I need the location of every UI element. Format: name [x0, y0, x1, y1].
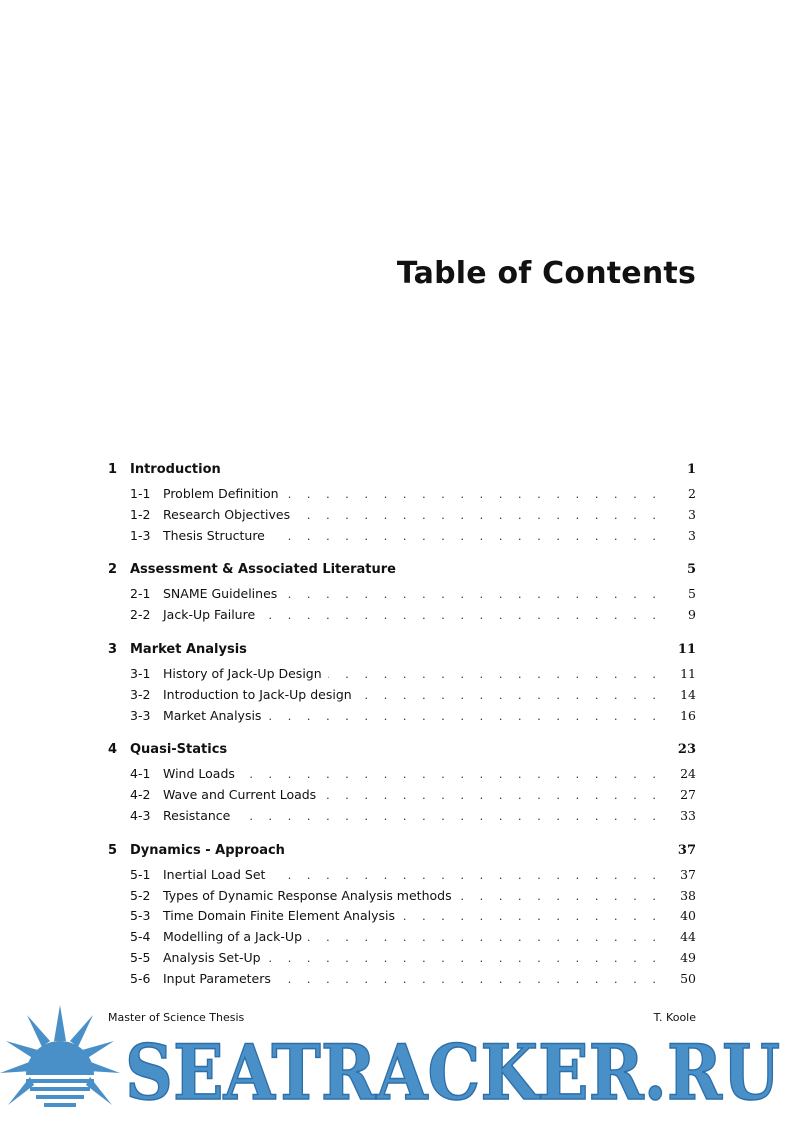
- dot-leader: [322, 789, 662, 802]
- chapter-page: 37: [677, 842, 696, 858]
- chapter-heading[interactable]: [108, 843, 696, 867]
- dot-leader: [285, 488, 662, 501]
- section-title: Wind Loads: [163, 766, 235, 782]
- toc-entry[interactable]: [108, 929, 696, 950]
- chapter-title: Introduction: [130, 462, 221, 477]
- chapter-heading[interactable]: [108, 562, 696, 586]
- chapter-page: 5: [686, 562, 696, 578]
- chapter-title: Quasi-Statics: [130, 742, 228, 758]
- section-title: SNAME Guidelines: [163, 586, 278, 602]
- toc-entry[interactable]: [108, 950, 696, 971]
- section-title: Research Objectives: [163, 506, 291, 522]
- section-title: Introduction to Jack-Up design: [163, 686, 352, 702]
- chapter-page: 23: [677, 742, 696, 758]
- section-title: Analysis Set-Up: [163, 949, 261, 965]
- chapter-number: 3: [108, 641, 118, 657]
- section-title: Market Analysis: [163, 707, 262, 723]
- section-page: 24: [680, 766, 696, 782]
- section-number: 1-3: [130, 527, 151, 543]
- chapter-number: 1: [108, 462, 118, 477]
- section-number: 2-2: [130, 607, 151, 623]
- toc-chapter-1: [108, 462, 696, 548]
- toc-entry[interactable]: [108, 908, 696, 929]
- toc-entry[interactable]: [108, 971, 696, 992]
- dot-leader: [358, 689, 662, 702]
- toc-entry[interactable]: [108, 787, 696, 808]
- toc-entry[interactable]: [108, 888, 696, 909]
- section-number: 5-3: [130, 908, 151, 924]
- page-title: Table of Contents: [396, 256, 696, 291]
- dot-leader: [328, 668, 662, 681]
- section-page: 37: [680, 866, 696, 882]
- section-page: 38: [680, 887, 696, 903]
- section-number: 4-3: [130, 807, 151, 823]
- chapter-title: Market Analysis: [130, 641, 247, 657]
- dot-leader: [296, 509, 662, 522]
- table-of-contents: [108, 462, 696, 1006]
- toc-entry[interactable]: [108, 766, 696, 787]
- dot-leader: [267, 952, 662, 965]
- toc-entry[interactable]: [108, 486, 696, 507]
- toc-entry[interactable]: [108, 687, 696, 708]
- section-title: History of Jack-Up Design: [163, 665, 322, 681]
- section-number: 4-2: [130, 787, 151, 803]
- section-page: 2: [688, 486, 696, 501]
- chapter-page: 1: [686, 462, 696, 477]
- toc-entry[interactable]: [108, 666, 696, 687]
- section-title: Time Domain Finite Element Analysis: [163, 908, 395, 924]
- section-page: 11: [680, 665, 696, 681]
- section-number: 5-1: [130, 866, 151, 882]
- section-page: 9: [688, 607, 696, 623]
- dot-leader: [267, 710, 662, 723]
- chapter-heading[interactable]: [108, 642, 696, 666]
- chapter-title: Assessment & Associated Literature: [130, 562, 396, 578]
- chapter-heading[interactable]: [108, 742, 696, 766]
- chapter-number: 4: [108, 742, 118, 758]
- section-title: Types of Dynamic Response Analysis methods: [163, 887, 452, 903]
- chapter-title: Dynamics - Approach: [130, 842, 285, 858]
- toc-entry[interactable]: [108, 607, 696, 628]
- section-number: 5-2: [130, 887, 151, 903]
- dot-leader: [261, 609, 662, 622]
- section-title: Thesis Structure: [163, 527, 265, 543]
- section-number: 3-2: [130, 686, 151, 702]
- toc-chapter-4: [108, 742, 696, 828]
- dot-leader: [236, 810, 662, 823]
- toc-entry[interactable]: [108, 808, 696, 829]
- section-number: 1-1: [130, 486, 151, 501]
- chapter-number: 5: [108, 842, 118, 858]
- section-page: 16: [680, 707, 696, 723]
- section-title: Inertial Load Set: [163, 866, 266, 882]
- toc-entry[interactable]: [108, 867, 696, 888]
- section-page: 44: [680, 929, 696, 945]
- section-number: 5-5: [130, 949, 151, 965]
- section-title: Resistance: [163, 807, 231, 823]
- dot-leader: [277, 973, 662, 986]
- section-page: 3: [688, 527, 696, 543]
- section-page: 27: [680, 787, 696, 803]
- section-page: 14: [680, 686, 696, 702]
- dot-leader: [271, 869, 662, 882]
- sun-burst-icon: [0, 1005, 120, 1107]
- section-page: 5: [688, 586, 696, 602]
- dot-leader: [271, 530, 662, 543]
- toc-chapter-2: [108, 562, 696, 628]
- section-number: 2-1: [130, 586, 151, 602]
- section-title: Modelling of a Jack-Up: [163, 929, 303, 945]
- section-number: 5-6: [130, 970, 151, 986]
- toc-entry[interactable]: [108, 708, 696, 729]
- toc-chapter-5: [108, 843, 696, 992]
- chapter-heading[interactable]: [108, 462, 696, 486]
- watermark-text: SEATRACKER.RU: [125, 1028, 780, 1117]
- section-title: Wave and Current Loads: [163, 787, 317, 803]
- footer-right: T. Koole: [653, 1011, 696, 1024]
- section-number: 5-4: [130, 929, 151, 945]
- dot-leader: [458, 890, 662, 903]
- chapter-page: 11: [677, 641, 696, 657]
- section-page: 40: [680, 908, 696, 924]
- toc-chapter-3: [108, 642, 696, 728]
- section-number: 3-1: [130, 665, 151, 681]
- section-number: 3-3: [130, 707, 151, 723]
- section-number: 4-1: [130, 766, 151, 782]
- section-title: Jack-Up Failure: [163, 607, 256, 623]
- section-page: 3: [688, 506, 696, 522]
- toc-entry[interactable]: [108, 528, 696, 549]
- footer-left: Master of Science Thesis: [108, 1011, 245, 1024]
- toc-entry[interactable]: [108, 586, 696, 607]
- section-title: Problem Definition: [163, 486, 279, 501]
- section-page: 33: [680, 807, 696, 823]
- section-page: 50: [680, 970, 696, 986]
- dot-leader: [283, 588, 662, 601]
- section-number: 1-2: [130, 506, 151, 522]
- section-title: Input Parameters: [163, 970, 271, 986]
- dot-leader: [401, 910, 662, 923]
- chapter-number: 2: [108, 562, 118, 578]
- dot-leader: [241, 768, 662, 781]
- toc-entry[interactable]: [108, 507, 696, 528]
- dot-leader: [308, 931, 662, 944]
- watermark-logo: [0, 1003, 793, 1122]
- section-page: 49: [680, 949, 696, 965]
